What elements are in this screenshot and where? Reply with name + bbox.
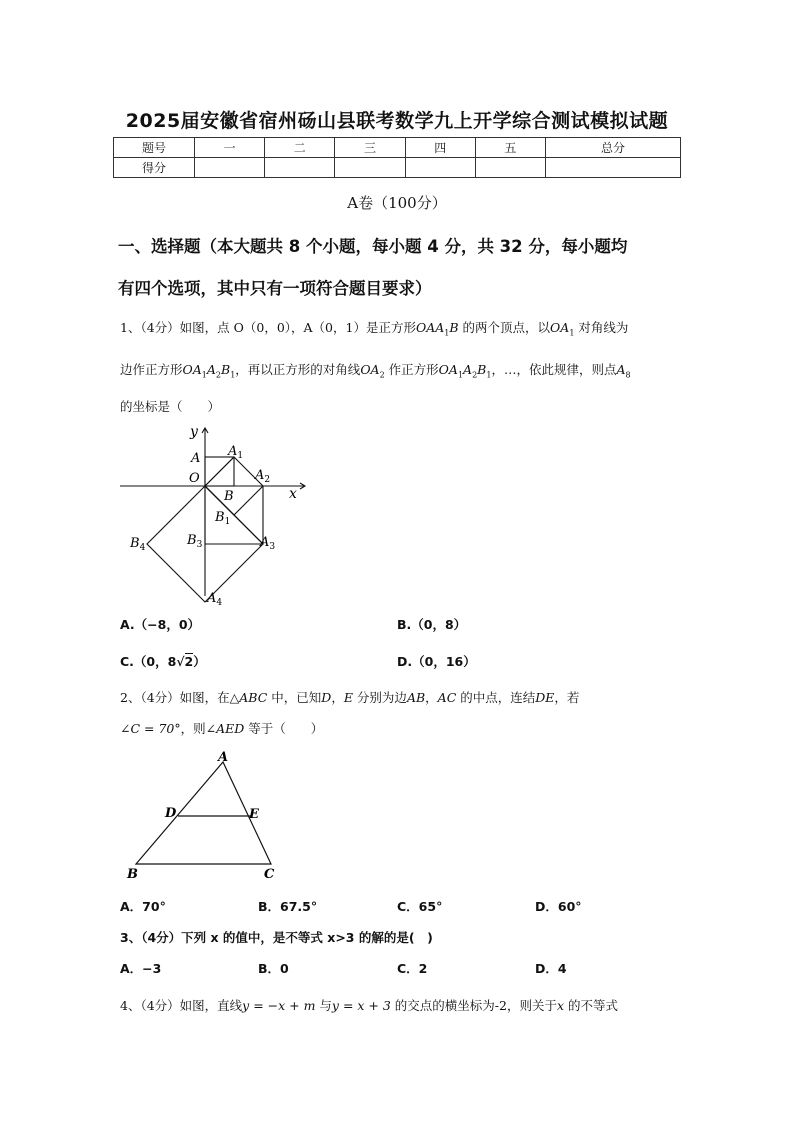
q2-option-b[interactable]: B．67.5° <box>258 899 318 914</box>
table-cell: 总分 <box>546 138 681 158</box>
table-cell: 一 <box>195 138 265 158</box>
label-E: E <box>249 807 259 822</box>
q3-option-d[interactable]: D．4 <box>535 961 567 976</box>
label-B1: $B_1$ <box>215 510 231 527</box>
table-cell: 三 <box>335 138 405 158</box>
q2-option-c[interactable]: C．65° <box>397 899 443 914</box>
label-A: A <box>218 750 229 765</box>
label-A1: $A_1$ <box>228 444 244 461</box>
question-1-line3: 的坐标是（ ） <box>120 399 221 414</box>
volume-heading: A卷（100分） <box>347 194 447 212</box>
exam-title: 2025届安徽省宿州砀山县联考数学九上开学综合测试模拟试题 <box>125 110 669 132</box>
question-1-line2: 边作正方形$OA_1A_2B_1$，再以正方形的对角线$OA_2$ 作正方形$OA_1A_2B_1$，…，依此规律，则点$A_8$ <box>120 362 631 380</box>
section-heading-line2: 有四个选项，其中只有一项符合题目要求） <box>118 279 432 298</box>
q1-option-c[interactable]: C.（0，8√2） <box>120 654 206 669</box>
score-table <box>113 137 681 178</box>
label-A3: $A_3$ <box>260 535 276 552</box>
label-A4: $A_4$ <box>207 591 223 608</box>
label-O: O <box>189 471 200 486</box>
score-cell[interactable] <box>405 158 475 178</box>
label-A2: $A_2$ <box>255 468 271 485</box>
question-2-line2: ∠C = 70°，则∠AED 等于（ ） <box>120 721 324 736</box>
table-cell: 题号 <box>114 138 195 158</box>
score-cell[interactable] <box>546 158 681 178</box>
y-axis-label: y <box>190 424 198 440</box>
question-4-line1: 4、（4分）如图，直线y = −x + m 与y = x + 3 的交点的横坐标为-2，则关于x 的不等式 <box>120 998 619 1013</box>
table-cell: 五 <box>475 138 545 158</box>
table-cell: 得分 <box>114 158 195 178</box>
label-A: A <box>191 451 201 466</box>
q3-option-a[interactable]: A．−3 <box>120 961 162 976</box>
table-row <box>114 138 681 158</box>
label-D: D <box>165 806 177 821</box>
label-B4: $B_4$ <box>130 536 146 553</box>
q2-option-a[interactable]: A．70° <box>120 899 166 914</box>
score-cell[interactable] <box>475 158 545 178</box>
label-B: B <box>127 867 138 882</box>
q1-option-a[interactable]: A.（−8，0） <box>120 617 201 632</box>
q3-option-c[interactable]: C．2 <box>397 961 428 976</box>
label-C: C <box>264 867 275 882</box>
q1-option-d[interactable]: D.（0，16） <box>397 654 476 669</box>
table-row <box>114 158 681 178</box>
label-B: B <box>224 489 234 504</box>
label-B3: $B_3$ <box>187 533 203 550</box>
score-cell[interactable] <box>195 158 265 178</box>
score-cell[interactable] <box>265 158 335 178</box>
table-cell: 二 <box>265 138 335 158</box>
section-heading-line1: 一、选择题（本大题共 8 个小题，每小题 4 分，共 32 分，每小题均 <box>118 237 628 256</box>
table-cell: 四 <box>405 138 475 158</box>
question-2-figure <box>122 748 287 883</box>
question-1-figure <box>115 420 315 610</box>
x-axis-label: x <box>289 486 297 502</box>
q2-option-d[interactable]: D．60° <box>535 899 582 914</box>
question-3: 3、（4分）下列 x 的值中，是不等式 x>3 的解的是( ) <box>120 930 433 945</box>
q3-option-b[interactable]: B．0 <box>258 961 289 976</box>
q1-option-b[interactable]: B.（0，8） <box>397 617 467 632</box>
question-1-line1: 1、（4分）如图，点 O（0，0），A（0，1）是正方形$OAA_1B$ 的两个顶点，以$OA_1$ 对角线为 <box>120 320 629 338</box>
question-2-line1: 2、（4分）如图，在△ABC 中，已知D，E 分别为边AB，AC 的中点，连结DE，若 <box>120 690 580 705</box>
score-cell[interactable] <box>335 158 405 178</box>
